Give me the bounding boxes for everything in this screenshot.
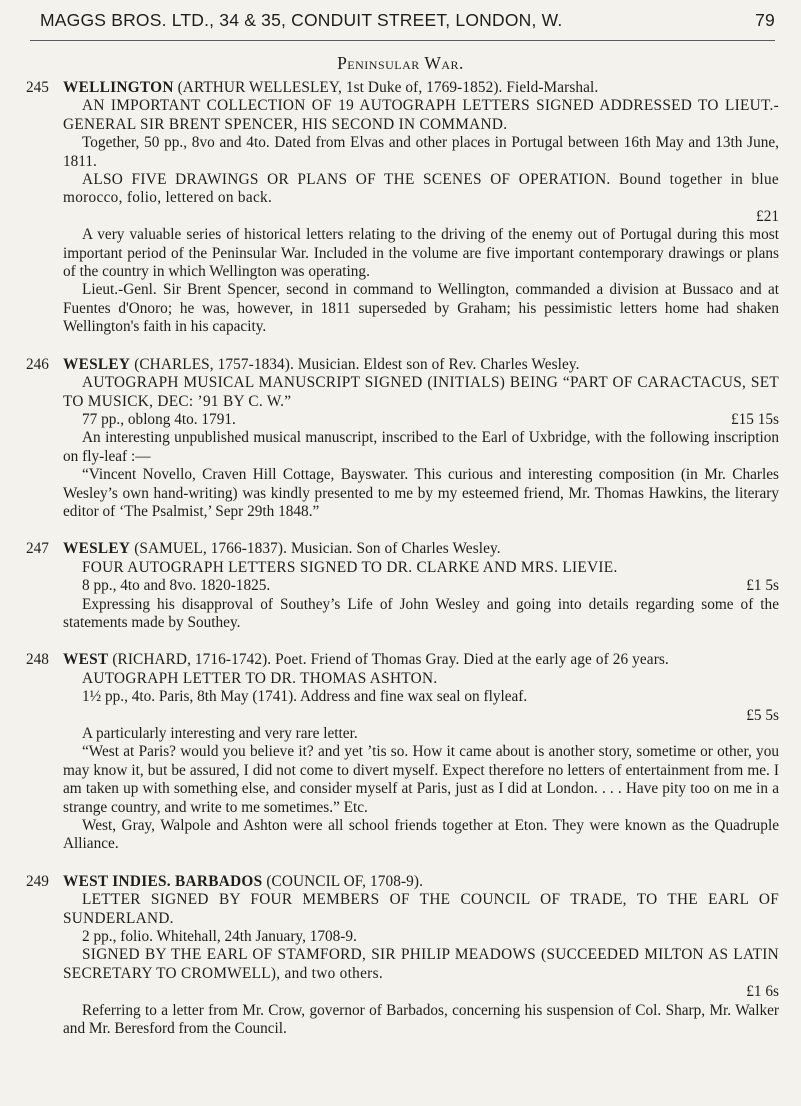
entry-quote: “West at Paris? would you believe it? and yet ’tis so. How it came about is another story, sometime or other, you may know it, but be assured, I did not come to divert myself. Expect therefore no letters of entertainment from me. I am taken up with something else, and consider myself at Paris, just as I did at London. . . . Have pity too on me in a strange country, and write to me sometimes.” Etc. (63, 743, 779, 816)
entry-title: AN IMPORTANT COLLECTION OF 19 AUTOGRAPH LETTERS SIGNED ADDRESSED TO LIEUT.-GENERAL SIR BRENT SPENCER, HIS SECOND IN COMMAND. (63, 97, 779, 133)
entry-description: Together, 50 pp., 8vo and 4to. Dated from Elvas and other places in Portugal between 16th May and 13th June, 1811. (63, 134, 779, 170)
lot-number: 249 (26, 872, 49, 890)
entry-note: Referring to a letter from Mr. Crow, governor of Barbados, concerning his suspension of Col. Sharp, Mr. Walker and Mr. Beresford from the Council. (63, 1001, 779, 1038)
entry-note: West, Gray, Walpole and Ashton were all school friends together at Eton. They were known as the Quadruple Alliance. (63, 817, 779, 853)
section-title: Peninsular War. (337, 53, 464, 73)
entry-name: WESLEY (63, 355, 131, 373)
entry-heading-rest: (SAMUEL, 1766-1837). Musician. Son of Charles Wesley. (130, 540, 501, 558)
entry-price: £15 15s (730, 410, 779, 428)
entry-heading (63, 356, 779, 374)
entry-description: 8 pp., 4to and 8vo. 1820-1825. (82, 577, 271, 595)
entry-description-line (63, 411, 779, 429)
entry-heading-rest: (RICHARD, 1716-1742). Poet. Friend of Thomas Gray. Died at the early age of 26 years. (108, 651, 669, 669)
entry-heading-rest: (COUNCIL OF, 1708-9). (262, 872, 424, 890)
publisher-line: MAGGS BROS. LTD., 34 & 35, CONDUIT STREET, LONDON, W. (40, 10, 563, 30)
entry-description: SIGNED BY THE EARL OF STAMFORD, SIR PHILIP MEADOWS (SUCCEEDED MILTON AS LATIN SECRETARY TO CROMWELL), and two others. (63, 946, 779, 982)
catalogue-entry (26, 540, 779, 632)
entry-heading (63, 651, 779, 669)
entry-price: £5 5s (746, 706, 779, 724)
entry-name: WEST (63, 651, 109, 669)
catalogue-entries (26, 79, 779, 1058)
entry-heading (63, 540, 779, 558)
entry-note: Expressing his disapproval of Southey’s Life of John Wesley and going into details regarding some of the statements made by Southey. (63, 595, 779, 631)
entry-price: £1 6s (746, 983, 779, 1001)
running-header (40, 10, 775, 31)
entry-note: A very valuable series of historical letters relating to the driving of the enemy out of Portugal during this most important period of the Peninsular War. Included in the volume are five important contemporary drawings or plans of the country in which Wellington was operating. (63, 226, 779, 281)
entry-description: ALSO FIVE DRAWINGS OR PLANS OF THE SCENES OF OPERATION. Bound together in blue morocco, folio, lettered on back. (63, 171, 779, 207)
lot-number: 245 (26, 79, 49, 96)
catalogue-entry (26, 873, 779, 1039)
entry-heading-rest: (ARTHUR WELLESLEY, 1st Duke of, 1769-1852). Field-Marshal. (173, 79, 599, 96)
catalogue-entry (26, 79, 779, 337)
entry-heading (63, 873, 779, 891)
entry-title: LETTER SIGNED BY FOUR MEMBERS OF THE COUNCIL OF TRADE, TO THE EARL OF SUNDERLAND. (63, 891, 779, 927)
entry-heading (63, 79, 779, 97)
entry-title: AUTOGRAPH LETTER TO DR. THOMAS ASHTON. (82, 669, 438, 687)
entry-name: WELLINGTON (63, 79, 174, 96)
entry-title: FOUR AUTOGRAPH LETTERS SIGNED TO DR. CLARKE AND MRS. LIEVIE. (82, 558, 618, 576)
entry-name: WESLEY (63, 540, 131, 558)
entry-heading-rest: (CHARLES, 1757-1834). Musician. Eldest son of Rev. Charles Wesley. (130, 355, 580, 373)
entry-price: £1 5s (746, 577, 779, 595)
entry-note: A particularly interesting and very rare letter. (82, 725, 358, 742)
entry-price: £21 (756, 207, 779, 225)
catalogue-entry (26, 356, 779, 522)
page-number: 79 (755, 10, 775, 30)
entry-note: Lieut.-Genl. Sir Brent Spencer, second in command to Wellington, commanded a division at Bussaco and at Fuentes d'Onoro; he was, however, in 1811 superseded by Graham; his pessimistic letters home had shaken Wellington's faith in his capacity. (63, 281, 779, 336)
entry-description: 2 pp., folio. Whitehall, 24th January, 1708-9. (82, 928, 357, 946)
entry-name: WEST INDIES. BARBADOS (63, 872, 263, 890)
entry-description: 77 pp., oblong 4to. 1791. (82, 410, 236, 428)
entry-title: AUTOGRAPH MUSICAL MANUSCRIPT SIGNED (INITIALS) BEING “PART OF CARACTACUS, SET TO MUSICK, DEC: ’91 BY C. W.” (63, 374, 779, 410)
entry-description: 1½ pp., 4to. Paris, 8th May (1741). Address and fine wax seal on flyleaf. (82, 688, 528, 706)
lot-number: 248 (26, 651, 49, 669)
lot-number: 246 (26, 355, 49, 373)
entry-note: An interesting unpublished musical manuscript, inscribed to the Earl of Uxbridge, with the following inscription on fly-leaf :— (63, 429, 779, 465)
entry-description-line (63, 577, 779, 595)
catalogue-entry (26, 651, 779, 853)
lot-number: 247 (26, 540, 49, 558)
entry-quote: “Vincent Novello, Craven Hill Cottage, Bayswater. This curious and interesting composition (in Mr. Charles Wesley’s own hand-writing) was kindly presented to me by my esteemed friend, Mr. Thomas Hawkins, the literary editor of ‘The Psalmist,’ Sepr 29th 1848.” (63, 466, 779, 520)
header-rule (30, 40, 775, 41)
